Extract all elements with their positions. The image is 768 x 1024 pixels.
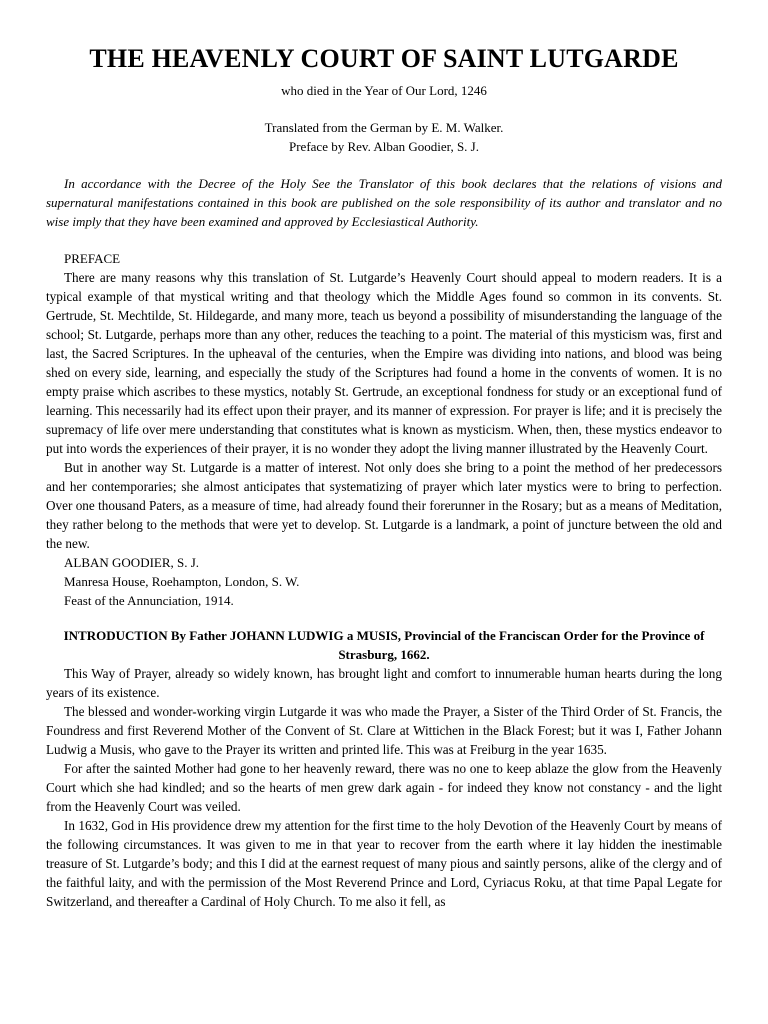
page-subtitle: who died in the Year of Our Lord, 1246: [281, 83, 487, 98]
preface-paragraph-2: But in another way St. Lutgarde is a matter of interest. Not only does she bring to a point the method of her predecessors and her contemporaries; she almost anticipates that systematizing of prayer which later mystics were to bring to perfection. Over one thousand Paters, as a measure of time, had already found their forerunner in the Rosary; but as a means of Meditation, they rather belong to the methods that were yet to develop. St. Lutgarde is a landmark, a point of juncture between the old and the new.: [46, 460, 722, 551]
credits-block: [46, 118, 722, 156]
introduction-paragraph-1: This Way of Prayer, already so widely known, has brought light and comfort to innumerable human hearts during the long years of its existence.: [46, 666, 722, 700]
disclaimer-paragraph: In accordance with the Decree of the Holy See the Translator of this book declares that the relations of visions and supernatural manifestations contained in this book are published on the sole responsibility of its author and translator and no wise imply that they have been examined and approved by Ecclesiastical Authority.: [46, 176, 722, 229]
introduction-paragraph-2: The blessed and wonder-working virgin Lutgarde it was who made the Prayer, a Sister of the Third Order of St. Francis, the Foundress and first Reverend Mother of the Convent of St. Clare at Wittichen in the Black Forest; but it was I, Father Johann Ludwig a Musis, who gave to the Prayer its written and printed life. This was at Freiburg in the year 1635.: [46, 704, 722, 757]
signature-date: Feast of the Annunciation, 1914.: [64, 593, 234, 608]
preface-paragraph-1: There are many reasons why this translation of St. Lutgarde’s Heavenly Court should appeal to modern readers. It is a typical example of that mystical writing and that theology which the Middle Ages found so common in its convents. St. Gertrude, St. Mechtilde, St. Hildegarde, and many more, teach us beyond a possibility of misunderstanding the language of the school; St. Lutgarde, perhaps more than any other, reduces the teaching to a point. The material of this mysticism was, first and last, the Sacred Scriptures. In the upheaval of the centuries, when the Empire was dividing into nations, and blood was being shed on every side, learning, and especially the study of the Scriptures had found a home in the convents of women. It is no empty praise which ascribes to these mystics, notably St. Gertrude, an exceptional fondness for study or an exceptional fund of learning. This necessarily had its effect upon their prayer, and its manner of expression. For prayer is life; and it is precisely the supremacy of life over mere understanding that constitutes what is known as mysticism. When, then, these mystics endeavor to put into words the experiences of their prayer, it is no wonder they adopt the living manner illustrated by the Heavenly Court.: [46, 270, 722, 456]
introduction-heading: INTRODUCTION By Father JOHANN LUDWIG a MUSIS, Provincial of the Franciscan Order for the Province of Strasburg, 1662.: [63, 628, 705, 662]
introduction-paragraph-3: For after the sainted Mother had gone to her heavenly reward, there was no one to keep ablaze the glow from the Heavenly Court which she had kindled; and so the hearts of men grew dark again - for indeed they know not constancy - and the light from the Heavenly Court was veiled.: [46, 761, 722, 814]
signature-place: Manresa House, Roehampton, London, S. W.: [64, 574, 300, 589]
introduction-paragraph-4: In 1632, God in His providence drew my attention for the first time to the holy Devotion of the Heavenly Court by means of the following circumstances. It was given to me in that year to recover from the earth where it lay hidden the inestimable treasure of St. Lutgarde’s body; and this I did at the earnest request of many pious and saintly persons, alike of the clergy and of the faithful laity, and with the permission of the Most Reverend Prince and Lord, Cyriacus Roku, at that time Papal Legate for Switzerland, and thereafter a Cardinal of Holy Church. To me also it fell, as: [46, 818, 722, 909]
page-title: THE HEAVENLY COURT OF SAINT LUTGARDE: [89, 44, 679, 73]
signature-name: ALBAN GOODIER, S. J.: [64, 555, 200, 570]
translator-line: Translated from the German by E. M. Walker.: [264, 120, 504, 135]
preface-by-line: Preface by Rev. Alban Goodier, S. J.: [289, 139, 479, 154]
preface-heading: PREFACE: [64, 251, 121, 266]
